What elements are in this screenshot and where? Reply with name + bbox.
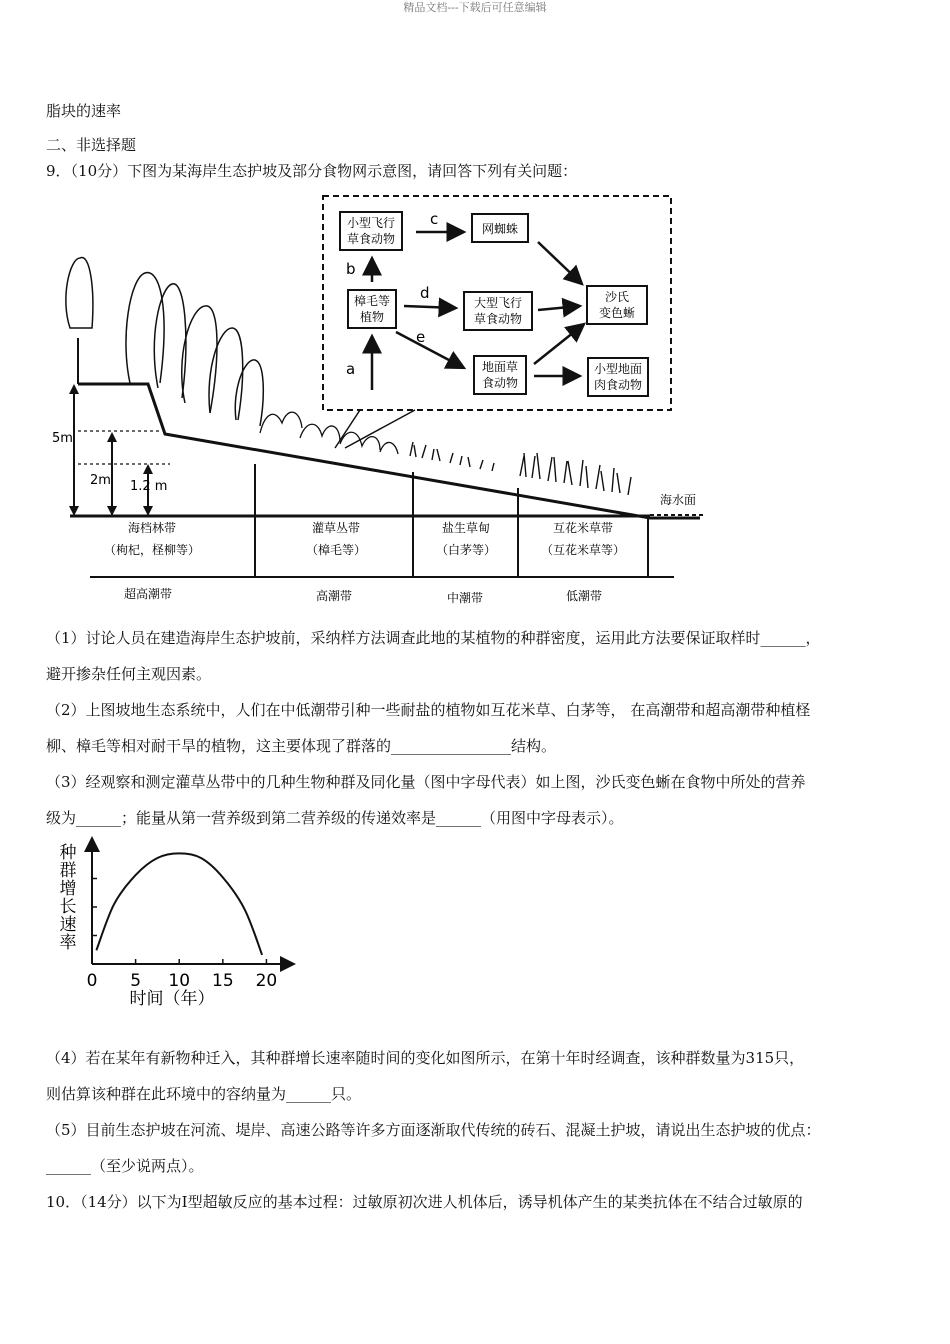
section-title: 二、非选择题 [46,136,137,154]
node-label: 地面草 [481,360,519,374]
height-label-1-2m: 1.2 m [130,479,168,494]
q9-sub1-line1: （1）讨论人员在建造海岸生态护坡前，采纳样方法调查此地的某植物的种群密度，运用此方法要保证取样时______， [46,629,821,647]
q9-sub4-5 [46,1040,906,1220]
q9-sub3-line2: 级为______；能量从第一营养级到第二营养级的传递效率是______（用图中字母表示）。 [46,809,624,827]
q9-sub4-line1: （4）若在某年有新物种迁入，其种群增长速率随时间的变化如图所示，在第十年时经调查，该种群数量为315只， [46,1049,805,1067]
x-tick-label: 0 [86,971,98,991]
q9-sub5-line1: （5）目前生态护坡在河流、堤岸、高速公路等许多方面逐渐取代传统的砖石、混凝土护坡，请说出生态护坡的优点： [46,1121,821,1139]
slope-terrain [78,384,700,518]
x-tick-label: 15 [212,971,234,991]
sea-level-label: 海水面 [660,493,697,507]
arrow-d [404,306,456,308]
x-tick-label: 20 [255,971,278,991]
q9-sub2-line2: 柳、樟毛等相对耐干旱的植物，这主要体现了群落的________________结构。 [46,737,557,755]
zone-tide: 低潮带 [565,589,603,603]
zone-tide: 高潮带 [315,589,353,603]
arrow-label-a: a [346,360,356,378]
q9-sub5-line2: ______（至少说两点）。 [46,1157,204,1175]
arrow-spider-lizard [538,242,582,284]
q9-sub2-line1: （2）上图坡地生态系统中，人们在中低潮带引种一些耐盐的植物如互花米草、白茅等， 在高潮带和超高潮带种植柽 [46,701,811,719]
arrow-bigfly-lizard [538,306,580,310]
vegetation-trees [66,258,263,426]
zone-name: 盐生草甸 [441,521,491,535]
node-label: 大型飞行 [473,296,523,310]
page-header: 精品文档---下载后可任意编辑 [403,1,547,14]
y-axis-label: 种群增长速率 [59,843,77,953]
vegetation-grass [410,442,631,495]
node-label: 草食动物 [473,312,523,326]
zone-tide: 超高潮带 [123,587,173,601]
zone-species: （白茅等） [435,543,497,557]
q9-sub3-line1: （3）经观察和测定灌草丛带中的几种生物种群及同化量（图中字母代表）如上图，沙氏变色蜥在食物中所处的营养 [46,773,806,791]
growth-rate-chart [50,836,300,1016]
coastal-slope-figure [52,188,697,613]
node-label: 肉食动物 [593,378,643,392]
node-label: 网蜘蛛 [481,222,519,236]
arrow-label-e: e [416,328,426,346]
zone-name: 互花米草带 [552,521,614,535]
arrow-label-d: d [420,284,430,302]
previous-question-tail: 脂块的速率 [46,102,122,120]
x-tick-label: 5 [130,971,142,991]
q9-sub1-line2: 避开掺杂任何主观因素。 [46,665,212,683]
x-tick-label: 10 [168,971,191,991]
node-label: 小型地面 [593,362,643,376]
node-label: 樟毛等 [353,294,391,308]
zone-species: （互花米草等） [540,543,626,557]
height-label-5m: 5m [52,431,73,446]
question-10-stem: 10．（14分）以下为I型超敏反应的基本过程：过敏原初次进人机体后，诱导机体产生的某类抗体在不结合过敏原的 [46,1193,803,1211]
x-axis-label: 时间（年） [129,989,215,1009]
arrow-label-b: b [346,260,356,278]
zone-name: 灌草丛带 [311,521,361,535]
q9-sub4-line2: 则估算该种群在此环境中的容纳量为______只。 [46,1085,362,1103]
zone-species: （枸杞，柽柳等） [103,543,201,557]
zone-tide: 中潮带 [446,591,484,605]
node-label: 变色蜥 [598,306,636,320]
node-label: 小型飞行 [346,216,396,230]
zone-name: 海档林带 [127,521,177,535]
growth-rate-curve [96,853,262,955]
zone-species: （樟毛等） [305,543,367,557]
arrow-ground-lizard [534,324,584,364]
node-label: 植物 [359,310,385,324]
vegetation-shrubs [260,412,398,454]
node-label: 沙氏 [604,290,630,304]
arrow-label-c: c [430,210,439,228]
node-label: 草食动物 [346,232,396,246]
arrow-e [396,332,464,368]
height-label-2m: 2m [90,473,111,488]
question-9-stem: 9．（10分）下图为某海岸生态护坡及部分食物网示意图，请回答下列有关问题： [46,162,578,180]
q9-sub1-3 [46,620,906,836]
node-label: 食动物 [481,376,519,390]
